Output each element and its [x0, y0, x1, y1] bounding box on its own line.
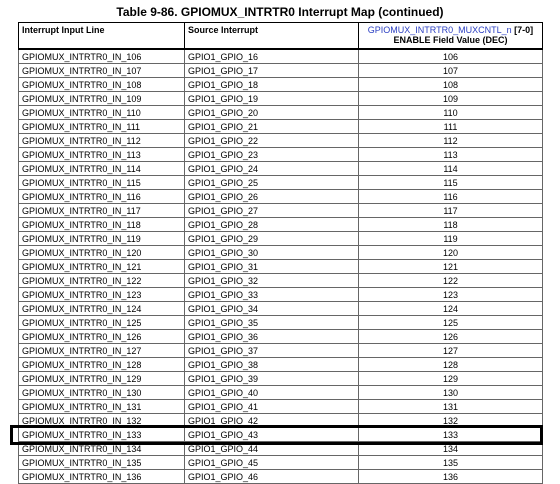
- cell-enable-value: 126: [359, 330, 543, 344]
- cell-enable-value: 133: [359, 428, 543, 442]
- cell-enable-value: 130: [359, 386, 543, 400]
- table-row: [19, 344, 543, 358]
- cell-source-interrupt: GPIO1_GPIO_24: [185, 162, 359, 176]
- cell-source-interrupt: GPIO1_GPIO_35: [185, 316, 359, 330]
- cell-interrupt-line: GPIOMUX_INTRTR0_IN_129: [19, 372, 185, 386]
- header-source-interrupt: Source Interrupt: [185, 23, 359, 50]
- table-row: [19, 302, 543, 316]
- table-row: [19, 190, 543, 204]
- cell-interrupt-line: GPIOMUX_INTRTR0_IN_117: [19, 204, 185, 218]
- cell-source-interrupt: GPIO1_GPIO_22: [185, 134, 359, 148]
- cell-source-interrupt: GPIO1_GPIO_21: [185, 120, 359, 134]
- muxcntl-register-link[interactable]: GPIOMUX_INTRTR0_MUXCNTL_n: [367, 25, 512, 35]
- cell-interrupt-line: GPIOMUX_INTRTR0_IN_136: [19, 470, 185, 484]
- cell-source-interrupt: GPIO1_GPIO_31: [185, 260, 359, 274]
- cell-enable-value: 122: [359, 274, 543, 288]
- cell-source-interrupt: GPIO1_GPIO_32: [185, 274, 359, 288]
- table-row: [19, 428, 543, 442]
- cell-enable-value: 131: [359, 400, 543, 414]
- table-row: [19, 148, 543, 162]
- cell-enable-value: 120: [359, 246, 543, 260]
- table-row: [19, 92, 543, 106]
- cell-source-interrupt: GPIO1_GPIO_28: [185, 218, 359, 232]
- cell-source-interrupt: GPIO1_GPIO_45: [185, 456, 359, 470]
- cell-enable-value: 108: [359, 78, 543, 92]
- cell-enable-value: 111: [359, 120, 543, 134]
- cell-interrupt-line: GPIOMUX_INTRTR0_IN_110: [19, 106, 185, 120]
- cell-enable-value: 124: [359, 302, 543, 316]
- table-title: Table 9-86. GPIOMUX_INTRTR0 Interrupt Map (continued): [116, 5, 444, 19]
- cell-interrupt-line: GPIOMUX_INTRTR0_IN_118: [19, 218, 185, 232]
- cell-source-interrupt: GPIO1_GPIO_39: [185, 372, 359, 386]
- cell-interrupt-line: GPIOMUX_INTRTR0_IN_134: [19, 442, 185, 456]
- cell-source-interrupt: GPIO1_GPIO_44: [185, 442, 359, 456]
- cell-source-interrupt: GPIO1_GPIO_38: [185, 358, 359, 372]
- table-row: [19, 400, 543, 414]
- cell-source-interrupt: GPIO1_GPIO_41: [185, 400, 359, 414]
- cell-interrupt-line: GPIOMUX_INTRTR0_IN_115: [19, 176, 185, 190]
- table-row: [19, 386, 543, 400]
- table-row: [19, 232, 543, 246]
- cell-interrupt-line: GPIOMUX_INTRTR0_IN_109: [19, 92, 185, 106]
- header-enable-field-value: [359, 23, 543, 50]
- table-row: [19, 204, 543, 218]
- cell-enable-value: 113: [359, 148, 543, 162]
- table-row: [19, 414, 543, 428]
- cell-interrupt-line: GPIOMUX_INTRTR0_IN_120: [19, 246, 185, 260]
- cell-enable-value: 136: [359, 470, 543, 484]
- cell-enable-value: 107: [359, 64, 543, 78]
- table-row: [19, 358, 543, 372]
- table-row: [19, 372, 543, 386]
- cell-source-interrupt: GPIO1_GPIO_16: [185, 49, 359, 64]
- cell-interrupt-line: GPIOMUX_INTRTR0_IN_121: [19, 260, 185, 274]
- table-row: [19, 64, 543, 78]
- table-row: [19, 330, 543, 344]
- cell-enable-value: 106: [359, 49, 543, 64]
- cell-interrupt-line: GPIOMUX_INTRTR0_IN_119: [19, 232, 185, 246]
- cell-interrupt-line: GPIOMUX_INTRTR0_IN_133: [19, 428, 185, 442]
- cell-source-interrupt: GPIO1_GPIO_25: [185, 176, 359, 190]
- cell-enable-value: 115: [359, 176, 543, 190]
- cell-enable-value: 125: [359, 316, 543, 330]
- cell-enable-value: 132: [359, 414, 543, 428]
- cell-interrupt-line: GPIOMUX_INTRTR0_IN_112: [19, 134, 185, 148]
- cell-enable-value: 127: [359, 344, 543, 358]
- cell-source-interrupt: GPIO1_GPIO_37: [185, 344, 359, 358]
- cell-interrupt-line: GPIOMUX_INTRTR0_IN_106: [19, 49, 185, 64]
- cell-interrupt-line: GPIOMUX_INTRTR0_IN_135: [19, 456, 185, 470]
- cell-source-interrupt: GPIO1_GPIO_33: [185, 288, 359, 302]
- interrupt-map-table: [18, 22, 543, 484]
- table-row: [19, 120, 543, 134]
- table-row: [19, 176, 543, 190]
- table-row: [19, 288, 543, 302]
- table-row: [19, 134, 543, 148]
- cell-enable-value: 128: [359, 358, 543, 372]
- cell-interrupt-line: GPIOMUX_INTRTR0_IN_114: [19, 162, 185, 176]
- table-row: [19, 49, 543, 64]
- cell-interrupt-line: GPIOMUX_INTRTR0_IN_125: [19, 316, 185, 330]
- cell-enable-value: 114: [359, 162, 543, 176]
- cell-enable-value: 135: [359, 456, 543, 470]
- cell-interrupt-line: GPIOMUX_INTRTR0_IN_116: [19, 190, 185, 204]
- cell-interrupt-line: GPIOMUX_INTRTR0_IN_107: [19, 64, 185, 78]
- cell-interrupt-line: GPIOMUX_INTRTR0_IN_122: [19, 274, 185, 288]
- cell-interrupt-line: GPIOMUX_INTRTR0_IN_126: [19, 330, 185, 344]
- cell-source-interrupt: GPIO1_GPIO_34: [185, 302, 359, 316]
- header-enable-label: ENABLE Field Value (DEC): [393, 35, 508, 45]
- table-row: [19, 274, 543, 288]
- cell-enable-value: 112: [359, 134, 543, 148]
- cell-enable-value: 119: [359, 232, 543, 246]
- table-row: [19, 78, 543, 92]
- cell-enable-value: 129: [359, 372, 543, 386]
- table-row: [19, 456, 543, 470]
- cell-enable-value: 123: [359, 288, 543, 302]
- cell-source-interrupt: GPIO1_GPIO_40: [185, 386, 359, 400]
- cell-source-interrupt: GPIO1_GPIO_29: [185, 232, 359, 246]
- cell-enable-value: 121: [359, 260, 543, 274]
- table-row: [19, 162, 543, 176]
- cell-interrupt-line: GPIOMUX_INTRTR0_IN_128: [19, 358, 185, 372]
- table-row: [19, 106, 543, 120]
- table-row: [19, 442, 543, 456]
- cell-interrupt-line: GPIOMUX_INTRTR0_IN_130: [19, 386, 185, 400]
- cell-source-interrupt: GPIO1_GPIO_23: [185, 148, 359, 162]
- cell-source-interrupt: GPIO1_GPIO_20: [185, 106, 359, 120]
- cell-interrupt-line: GPIOMUX_INTRTR0_IN_124: [19, 302, 185, 316]
- cell-interrupt-line: GPIOMUX_INTRTR0_IN_127: [19, 344, 185, 358]
- cell-interrupt-line: GPIOMUX_INTRTR0_IN_132: [19, 414, 185, 428]
- cell-interrupt-line: GPIOMUX_INTRTR0_IN_123: [19, 288, 185, 302]
- cell-interrupt-line: GPIOMUX_INTRTR0_IN_131: [19, 400, 185, 414]
- cell-source-interrupt: GPIO1_GPIO_26: [185, 190, 359, 204]
- cell-source-interrupt: GPIO1_GPIO_17: [185, 64, 359, 78]
- cell-enable-value: 109: [359, 92, 543, 106]
- table-row: [19, 246, 543, 260]
- table-row: [19, 260, 543, 274]
- cell-enable-value: 116: [359, 190, 543, 204]
- table-header-row: [19, 23, 543, 50]
- cell-interrupt-line: GPIOMUX_INTRTR0_IN_111: [19, 120, 185, 134]
- cell-enable-value: 134: [359, 442, 543, 456]
- cell-source-interrupt: GPIO1_GPIO_42: [185, 414, 359, 428]
- table-row: [19, 218, 543, 232]
- cell-source-interrupt: GPIO1_GPIO_43: [185, 428, 359, 442]
- cell-interrupt-line: GPIOMUX_INTRTR0_IN_113: [19, 148, 185, 162]
- table-row: [19, 316, 543, 330]
- cell-source-interrupt: GPIO1_GPIO_46: [185, 470, 359, 484]
- cell-source-interrupt: GPIO1_GPIO_30: [185, 246, 359, 260]
- cell-interrupt-line: GPIOMUX_INTRTR0_IN_108: [19, 78, 185, 92]
- header-bit-range: [7-0]: [511, 25, 534, 35]
- cell-enable-value: 118: [359, 218, 543, 232]
- cell-source-interrupt: GPIO1_GPIO_18: [185, 78, 359, 92]
- cell-enable-value: 110: [359, 106, 543, 120]
- cell-source-interrupt: GPIO1_GPIO_19: [185, 92, 359, 106]
- cell-enable-value: 117: [359, 204, 543, 218]
- header-interrupt-input-line: Interrupt Input Line: [19, 23, 185, 50]
- cell-source-interrupt: GPIO1_GPIO_27: [185, 204, 359, 218]
- cell-source-interrupt: GPIO1_GPIO_36: [185, 330, 359, 344]
- table-row: [19, 470, 543, 484]
